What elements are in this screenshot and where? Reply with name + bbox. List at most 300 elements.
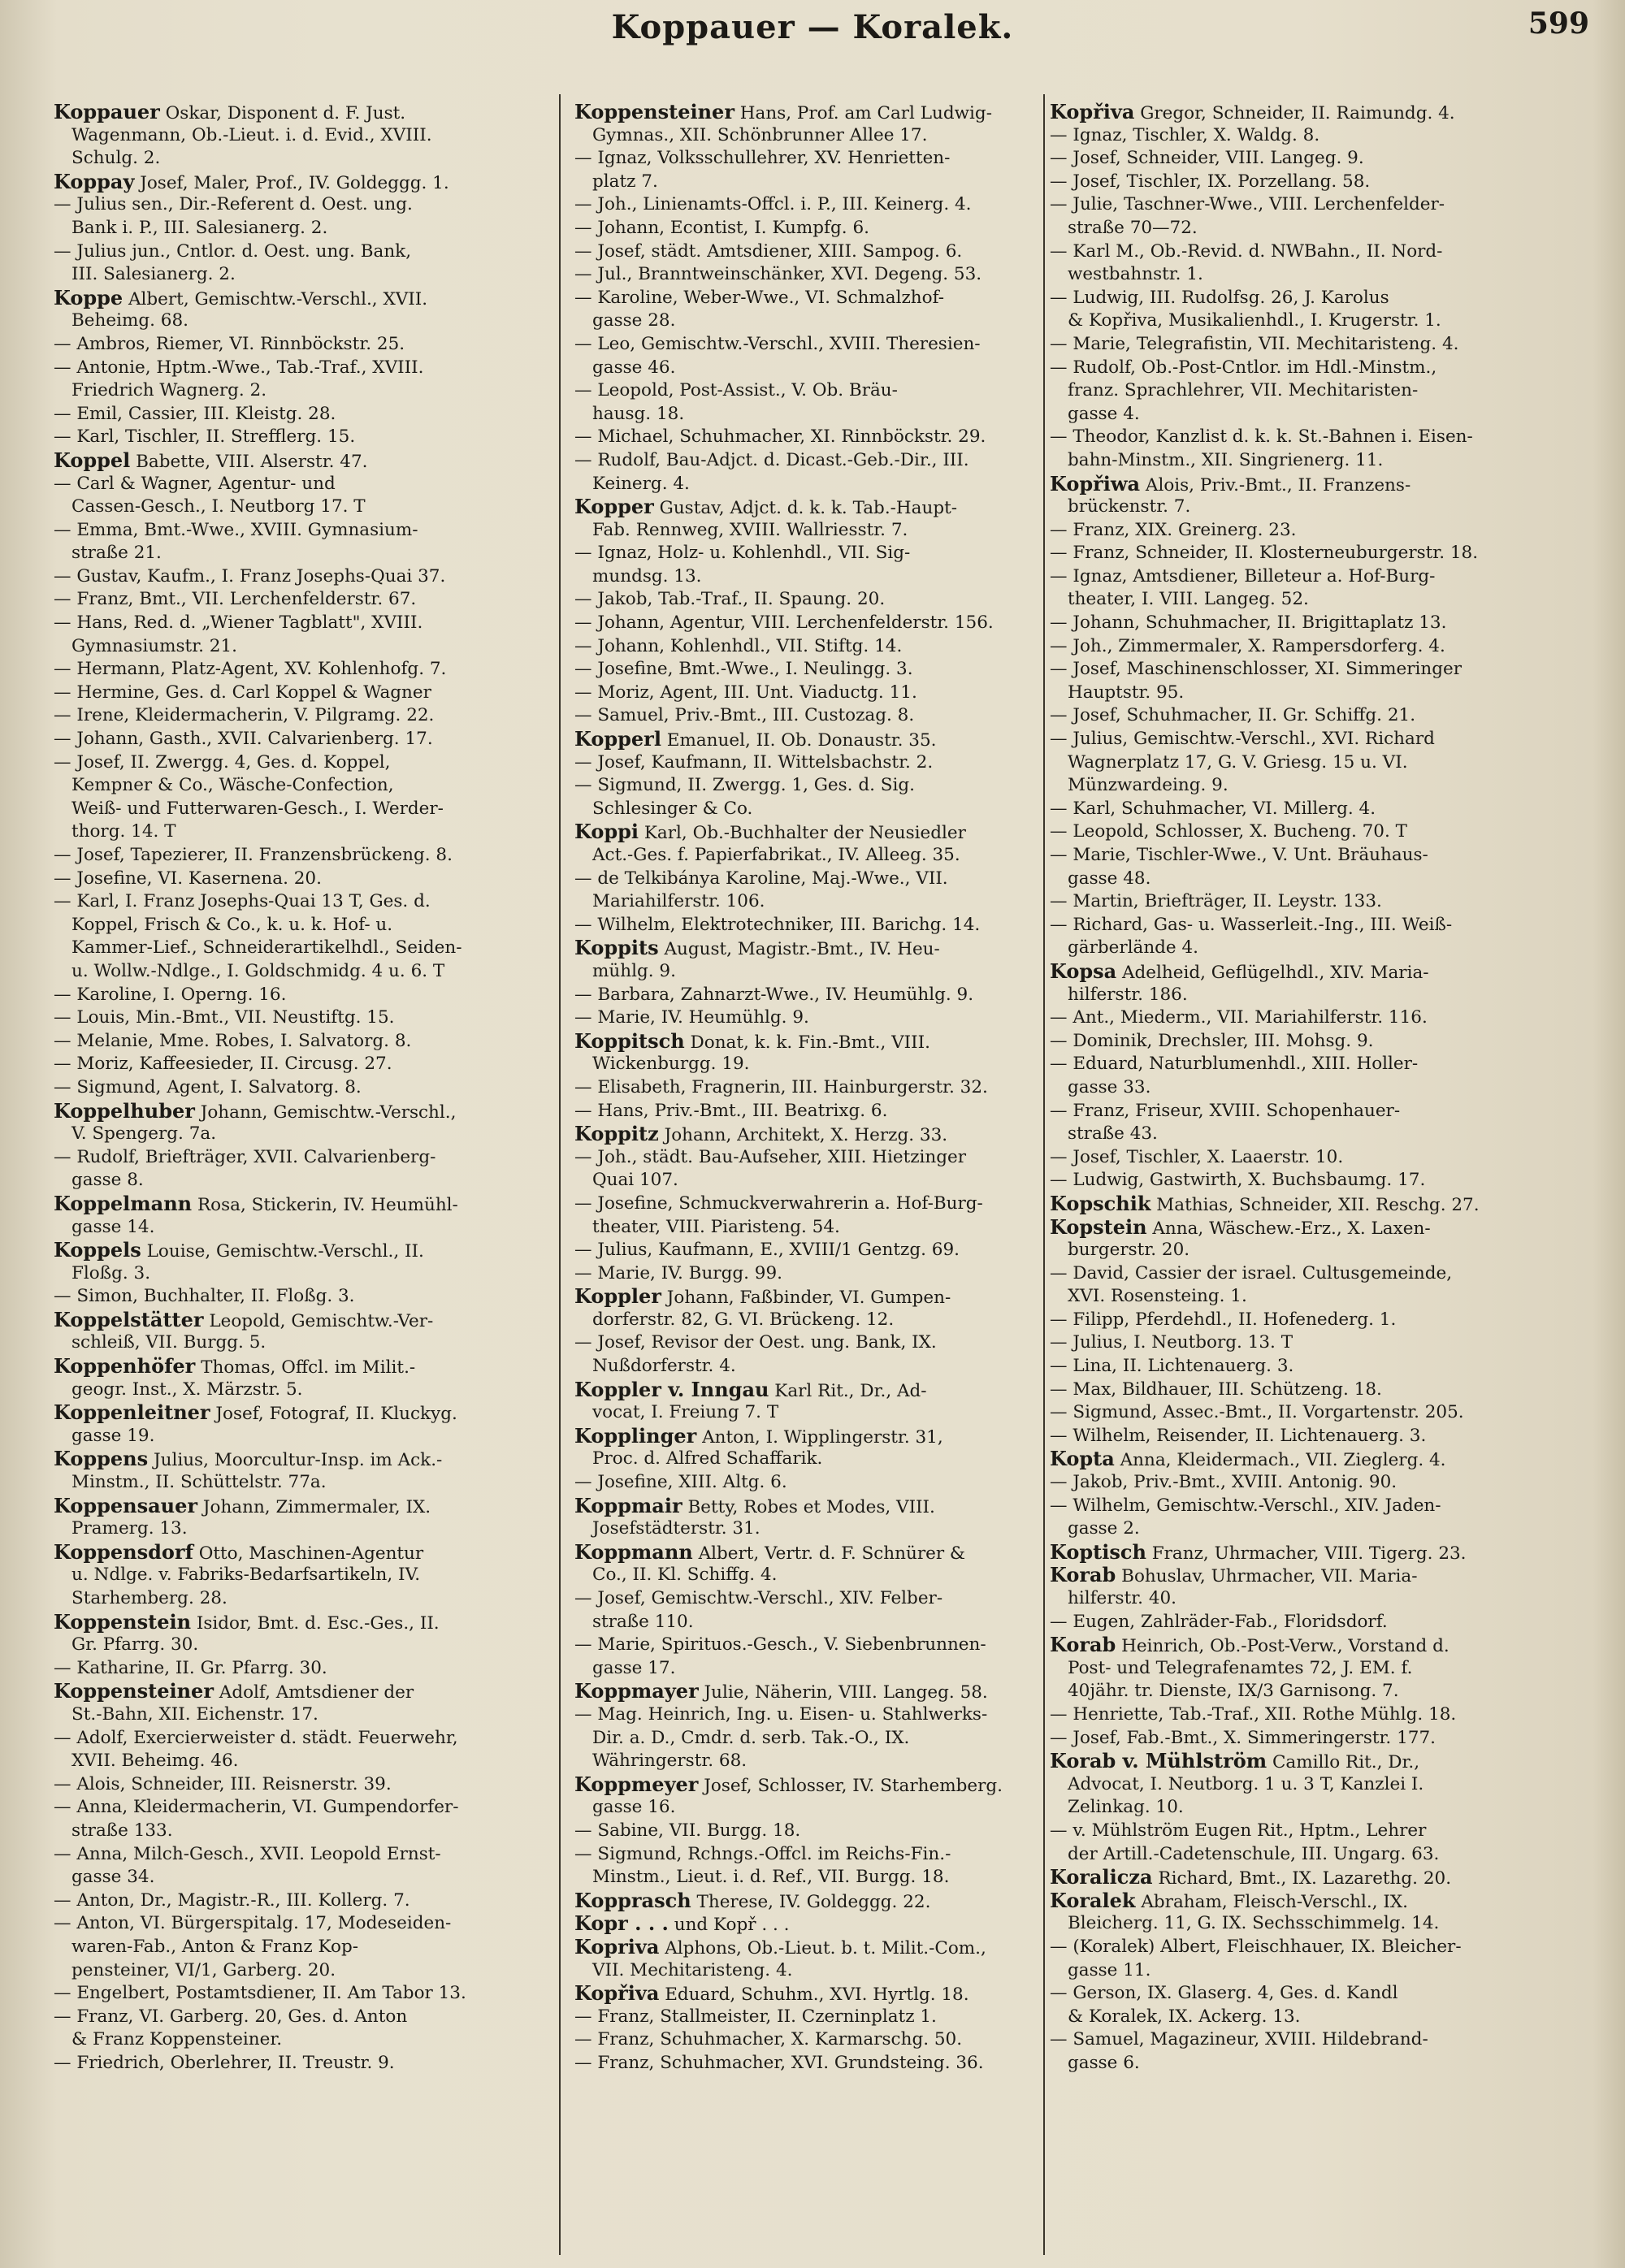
directory-line (54, 984, 544, 1007)
directory-line (1050, 1843, 1599, 1867)
entry-text: — Rudolf, Bau-Adjct. d. Dicast.-Geb.-Dir., III. (574, 449, 969, 470)
directory-line (1050, 193, 1599, 217)
entry-text: — Adolf, Exercierweister d. städt. Feuerwehr, (54, 1727, 458, 1748)
entry-text: hilferstr. 186. (1068, 984, 1188, 1005)
entry-text: — Carl & Wagner, Agentur- und (54, 473, 336, 494)
directory-line (574, 542, 1038, 565)
directory-line (54, 1123, 544, 1146)
directory-line (574, 1587, 1038, 1611)
entry-text: — Franz, Friseur, XVIII. Schopenhauer- (1050, 1100, 1401, 1121)
page-header (0, 0, 1625, 57)
directory-line (1050, 1331, 1599, 1355)
directory-line (54, 751, 544, 775)
surname-heading: Koralek (1050, 1888, 1136, 1912)
directory-line (1050, 1425, 1599, 1448)
entry-text: — Emil, Cassier, III. Kleistg. 28. (54, 403, 336, 424)
entry-text: Gymnas., XII. Schönbrunner Allee 17. (592, 124, 928, 145)
entry-text: — Eugen, Zahlräder-Fab., Floridsdorf. (1050, 1611, 1388, 1632)
directory-line (54, 1076, 544, 1100)
directory-line (574, 287, 1038, 310)
entry-text: — Michael, Schuhmacher, XI. Rinnböckstr. 29. (574, 426, 986, 448)
directory-line (54, 914, 544, 937)
directory-line (574, 263, 1038, 287)
directory-line (1050, 1192, 1599, 1216)
surname-heading: Koppauer (54, 101, 160, 123)
directory-line (1050, 1379, 1599, 1402)
entry-text: gasse 11. (1068, 1959, 1151, 1980)
entry-text: Friedrich Wagnerg. 2. (72, 380, 267, 401)
directory-line (54, 1401, 544, 1425)
entry-text: Starhemberg. 28. (72, 1588, 228, 1608)
entry-text: — Joh., Linienamts-Offcl. i. P., III. Keinerg. 4. (574, 194, 972, 215)
entry-text: — Mag. Heinrich, Ing. u. Eisen- u. Stahlwerks- (574, 1703, 988, 1725)
directory-line (54, 774, 544, 798)
entry-text: bahn-Minstm., XII. Singrienerg. 11. (1068, 449, 1384, 470)
entry-text: — Franz, VI. Garberg. 20, Ges. d. Anton (54, 2006, 408, 2027)
directory-line (574, 612, 1038, 635)
directory-line (1050, 496, 1599, 519)
entry-text: Nußdorferstr. 4. (592, 1356, 736, 1377)
entry-text: Josefstädterstr. 31. (592, 1518, 760, 1539)
directory-line (1050, 1309, 1599, 1332)
surname-heading: Koppelmann (54, 1191, 193, 1215)
entry-text: — Sigmund, II. Zwergg. 1, Ges. d. Sig. (574, 775, 915, 796)
entry-text: straße 70—72. (1068, 217, 1198, 238)
directory-line (1050, 1727, 1599, 1751)
directory-line (54, 1703, 544, 1727)
directory-line (1050, 1959, 1599, 1983)
directory-line (54, 1146, 544, 1170)
entry-text: — Josef, Schuhmacher, II. Gr. Schiffg. 21. (1050, 705, 1416, 726)
entry-text: Alphons, Ob.-Lieut. b. t. Milit.-Com., (659, 1937, 986, 1959)
entry-text: — Johann, Kohlenhdl., VII. Stiftg. 14. (574, 635, 903, 656)
surname-heading: Koppits (574, 936, 659, 960)
directory-line (574, 1912, 1038, 1936)
entry-text: gasse 46. (592, 357, 676, 378)
entry-text: — Josef, Tischler, IX. Porzellang. 58. (1050, 171, 1371, 192)
surname-heading: Koppens (54, 1447, 149, 1471)
entry-text: hilferstr. 40. (1068, 1588, 1177, 1608)
surname-heading: Koppay (54, 169, 135, 193)
entry-text: — Joh., Zimmermaler, X. Rampersdorferg. 4. (1050, 635, 1445, 656)
directory-line (1050, 1611, 1599, 1634)
directory-line (1050, 2052, 1599, 2075)
directory-line (54, 1331, 544, 1355)
directory-line (1050, 1262, 1599, 1286)
directory-line (54, 1912, 544, 1936)
directory-line (574, 588, 1038, 612)
directory-line (1050, 379, 1599, 403)
directory-line (54, 240, 544, 264)
surname-heading: Koppelstätter (54, 1307, 204, 1331)
directory-line (574, 635, 1038, 659)
entry-text: waren-Fab., Anton & Franz Kop- (72, 1936, 358, 1957)
entry-text: — Johann, Schuhmacher, II. Brigittaplatz 13. (1050, 612, 1447, 634)
entry-text: — Karl, Schuhmacher, VI. Millerg. 4. (1050, 798, 1376, 819)
surname-heading: Koralicza (1050, 1865, 1153, 1889)
directory-line (574, 1657, 1038, 1681)
entry-text: Eduard, Schuhm., XVI. Hyrtlg. 18. (659, 1984, 969, 2006)
directory-line (574, 798, 1038, 821)
directory-line (574, 1471, 1038, 1495)
directory-line (574, 1123, 1038, 1146)
directory-line (1050, 1773, 1599, 1797)
entry-text: pensteiner, VI/1, Garberg. 20. (72, 1959, 336, 1980)
entry-text: — Anna, Kleidermacherin, VI. Gumpendorfer- (54, 1797, 459, 1818)
surname-heading: Korab (1050, 1563, 1116, 1587)
surname-heading: Koppensauer (54, 1493, 198, 1517)
directory-line (574, 519, 1038, 543)
directory-line (1050, 1889, 1599, 1913)
entry-text: — Louis, Min.-Bmt., VII. Neustiftg. 15. (54, 1007, 395, 1028)
directory-line (54, 333, 544, 357)
directory-line (574, 379, 1038, 403)
directory-line (54, 449, 544, 473)
directory-line (54, 147, 544, 171)
directory-line (54, 1959, 544, 1983)
directory-line (574, 217, 1038, 240)
entry-text: und Kopř . . . (668, 1915, 790, 1936)
directory-line (574, 2052, 1038, 2075)
directory-line (1050, 1495, 1599, 1518)
entry-text: franz. Sprachlehrer, VII. Mechitaristen- (1068, 380, 1419, 401)
directory-line (54, 1866, 544, 1889)
directory-line (54, 1936, 544, 1959)
directory-line (1050, 1169, 1599, 1192)
directory-line (54, 588, 544, 612)
entry-text: Keinerg. 4. (592, 473, 690, 494)
directory-line (54, 2052, 544, 2075)
directory-line (574, 844, 1038, 868)
entry-text: geogr. Inst., X. Märzstr. 5. (72, 1379, 303, 1400)
entry-text: — Jakob, Priv.-Bmt., XVIII. Antonig. 90. (1050, 1472, 1398, 1493)
directory-line (1050, 1750, 1599, 1773)
entry-text: theater, VIII. Piaristeng. 54. (592, 1216, 840, 1237)
surname-heading: Kopřiva (574, 1981, 660, 2006)
directory-line (1050, 1100, 1599, 1123)
surname-heading: Koppensdorf (54, 1539, 193, 1564)
entry-text: — Max, Bildhauer, III. Schützeng. 18. (1050, 1379, 1382, 1400)
entry-text: 40jähr. tr. Dienste, IX/3 Garnisong. 7. (1068, 1681, 1399, 1702)
directory-line (54, 1100, 544, 1123)
entry-text: — Sigmund, Assec.-Bmt., II. Vorgartenstr. 205. (1050, 1402, 1464, 1423)
entry-text: — Theodor, Kanzlist d. k. k. St.-Bahnen i. Eisen- (1050, 426, 1473, 448)
directory-line (54, 496, 544, 519)
directory-line (574, 1355, 1038, 1379)
directory-line (1050, 728, 1599, 751)
directory-line (54, 1425, 544, 1448)
directory-line (1050, 357, 1599, 380)
entry-text: Therese, IV. Goldeggg. 22. (691, 1891, 931, 1912)
surname-heading: Koppelhuber (54, 1098, 195, 1123)
surname-heading: Kopper (574, 495, 654, 519)
entry-text: — Ignaz, Holz- u. Kohlenhdl., VII. Sig- (574, 543, 911, 564)
directory-line (54, 171, 544, 194)
directory-line (1050, 1239, 1599, 1262)
directory-line (54, 1216, 544, 1240)
directory-line (1050, 1820, 1599, 1843)
directory-line (1050, 1866, 1599, 1889)
directory-line (1050, 1912, 1599, 1936)
directory-line (574, 1959, 1038, 1983)
entry-text: — v. Mühlström Eugen Rit., Hptm., Lehrer (1050, 1820, 1427, 1841)
entry-text: gasse 16. (592, 1797, 676, 1818)
entry-text: & Koralek, IX. Ackerg. 13. (1068, 2006, 1301, 2027)
entry-text: gasse 2. (1068, 1518, 1140, 1539)
entry-text: — Josef, Tapezierer, II. Franzensbrückeng. 8. (54, 845, 453, 865)
entry-text: Johann, Architekt, X. Herzg. 33. (658, 1125, 948, 1146)
directory-line (1050, 1448, 1599, 1471)
entry-text: Richard, Bmt., IX. Lazarethg. 20. (1152, 1868, 1452, 1889)
entry-text: — Irene, Kleidermacherin, V. Pilgramg. 22. (54, 705, 435, 726)
entry-text: — Karoline, Weber-Wwe., VI. Schmalzhof- (574, 287, 945, 308)
directory-line (574, 1309, 1038, 1332)
entry-text: — Gustav, Kaufm., I. Franz Josephs-Quai 37. (54, 565, 446, 586)
directory-line (574, 1006, 1038, 1030)
entry-text: Anton, I. Wipplingerstr. 31, (696, 1426, 943, 1448)
entry-text: Alois, Priv.-Bmt., II. Franzens- (1140, 474, 1411, 496)
directory-line (54, 263, 544, 287)
entry-text: Rosa, Stickerin, IV. Heumühl- (192, 1194, 458, 1215)
surname-heading: Kopprasch (574, 1888, 691, 1912)
entry-text: Gymnasiumstr. 21. (72, 635, 237, 656)
directory-line (574, 1169, 1038, 1192)
directory-line (1050, 914, 1599, 937)
entry-text: Hauptstr. 95. (1068, 682, 1185, 703)
entry-text: — Emma, Bmt.-Wwe., XVIII. Gymnasium- (54, 519, 418, 540)
entry-text: — Karl, I. Franz Josephs-Quai 13 T, Ges. d. (54, 891, 431, 912)
directory-line (1050, 1703, 1599, 1727)
directory-line (1050, 309, 1599, 333)
directory-line (1050, 1657, 1599, 1681)
surname-heading: Kopr . . . (574, 1911, 669, 1936)
directory-line (54, 124, 544, 148)
directory-line (574, 1796, 1038, 1820)
directory-line (1050, 960, 1599, 984)
directory-line (1050, 774, 1599, 798)
entry-text: Karl Rit., Dr., Ad- (769, 1380, 927, 1401)
entry-text: V. Spengerg. 7a. (72, 1123, 217, 1145)
directory-line (1050, 1680, 1599, 1703)
entry-text: Gustav, Adjct. d. k. k. Tab.-Haupt- (653, 498, 958, 519)
entry-text: — Anton, VI. Bürgerspitalg. 17, Modeseiden- (54, 1913, 452, 1934)
entry-text: — Ludwig, III. Rudolfsg. 26, J. Karolus (1050, 287, 1389, 308)
entry-text: Advocat, I. Neutborg. 1 u. 3 T, Kanzlei I. (1068, 1773, 1424, 1794)
entry-text: Währingerstr. 68. (592, 1751, 748, 1772)
directory-line (574, 1541, 1038, 1565)
entry-text: Julius, Moorcultur-Insp. im Ack.- (148, 1450, 443, 1471)
entry-text: hausg. 18. (592, 403, 685, 424)
entry-text: — David, Cassier der israel. Cultusgemeinde, (1050, 1262, 1453, 1283)
entry-text: Albert, Vertr. d. F. Schnürer & (692, 1543, 966, 1564)
directory-line (574, 1936, 1038, 1959)
entry-text: Josef, Maler, Prof., IV. Goldeggg. 1. (134, 172, 449, 193)
entry-text: — Simon, Buchhalter, II. Floßg. 3. (54, 1286, 355, 1307)
directory-line (1050, 542, 1599, 565)
entry-text: — Franz, XIX. Greinerg. 23. (1050, 519, 1297, 540)
surname-heading: Kopta (1050, 1447, 1115, 1471)
directory-line (574, 984, 1038, 1007)
entry-text: Schlesinger & Co. (592, 798, 753, 819)
directory-line (1050, 124, 1599, 148)
entry-text: Hans, Prof. am Carl Ludwig- (734, 103, 992, 123)
entry-text: — (Koralek) Albert, Fleischhauer, IX. Bleicher- (1050, 1936, 1462, 1957)
directory-line (1050, 473, 1599, 496)
entry-text: — Josefine, Schmuckverwahrerin a. Hof-Burg- (574, 1192, 983, 1214)
directory-line (1050, 333, 1599, 357)
directory-line (54, 1727, 544, 1751)
directory-line (1050, 1216, 1599, 1240)
directory-line (574, 1564, 1038, 1587)
entry-text: Donat, k. k. Fin.-Bmt., VIII. (684, 1032, 930, 1053)
entry-text: — Marie, Telegrafistin, VII. Mechitaristeng. 4. (1050, 333, 1459, 354)
column-rule (559, 94, 561, 2255)
directory-line (1050, 565, 1599, 589)
entry-text: — Sigmund, Rchngs.-Offcl. im Reichs-Fin.- (574, 1843, 951, 1864)
entry-text: straße 43. (1068, 1123, 1158, 1145)
directory-line (54, 1448, 544, 1471)
entry-text: Cassen-Gesch., I. Neutborg 17. T (72, 496, 366, 517)
directory-line (574, 774, 1038, 798)
directory-line (1050, 868, 1599, 891)
entry-text: schleiß, VII. Burgg. 5. (72, 1332, 266, 1353)
entry-text: platz 7. (592, 171, 658, 192)
directory-line (1050, 984, 1599, 1007)
directory-line (54, 101, 544, 124)
entry-text: Heinrich, Ob.-Post-Verw., Vorstand d. (1116, 1636, 1450, 1657)
entry-text: — Wilhelm, Elektrotechniker, III. Barichg. 14. (574, 914, 981, 935)
entry-text: — Richard, Gas- u. Wasserleit.-Ing., III. Weiß- (1050, 914, 1453, 935)
entry-text: mundsg. 13. (592, 565, 702, 586)
entry-text: — Julie, Taschner-Wwe., VIII. Lerchenfelder- (1050, 194, 1445, 215)
entry-text: thorg. 14. T (72, 821, 176, 842)
directory-line (1050, 1564, 1599, 1587)
entry-text: — Hans, Priv.-Bmt., III. Beatrixg. 6. (574, 1100, 888, 1121)
directory-line (1050, 1634, 1599, 1657)
entry-text: straße 133. (72, 1820, 173, 1841)
directory-line (54, 1239, 544, 1262)
surname-heading: Koppensteiner (54, 1679, 214, 1703)
entry-text: gasse 33. (1068, 1076, 1151, 1097)
entry-text: — Moriz, Agent, III. Unt. Viaductg. 11. (574, 682, 917, 703)
directory-line (54, 2006, 544, 2029)
entry-text: Bohuslav, Uhrmacher, VII. Maria- (1116, 1566, 1418, 1587)
directory-line (54, 635, 544, 659)
entry-text: Münzwardeing. 9. (1068, 775, 1228, 796)
directory-line (1050, 820, 1599, 844)
surname-heading: Kopstein (1050, 1214, 1147, 1239)
directory-line (574, 1030, 1038, 1054)
entry-text: gasse 4. (1068, 403, 1140, 424)
directory-line (1050, 1517, 1599, 1541)
directory-line (1050, 1936, 1599, 1959)
entry-text: — Josef, Kaufmann, II. Wittelsbachstr. 2. (574, 751, 934, 773)
surname-heading: Koppler v. Inngau (574, 1377, 769, 1401)
entry-text: — Samuel, Priv.-Bmt., III. Custozag. 8. (574, 705, 915, 726)
entry-text: Bank i. P., III. Salesianerg. 2. (72, 217, 328, 238)
entry-text: — Sabine, VII. Burgg. 18. (574, 1820, 801, 1841)
entry-text: — Eduard, Naturblumenhdl., XIII. Holler- (1050, 1054, 1419, 1075)
directory-line (574, 1495, 1038, 1518)
directory-line (54, 287, 544, 310)
entry-text: Josef, Schlosser, IV. Starhemberg. (698, 1775, 1003, 1796)
column-1 (54, 101, 544, 2075)
entry-text: Fab. Rennweg, XVIII. Wallriesstr. 7. (592, 519, 908, 540)
directory-line (1050, 147, 1599, 171)
entry-text: — Marie, Tischler-Wwe., V. Unt. Bräuhaus- (1050, 845, 1428, 865)
directory-line (574, 473, 1038, 496)
directory-line (54, 868, 544, 891)
directory-line (1050, 751, 1599, 775)
entry-text: Weiß- und Futterwaren-Gesch., I. Werder- (72, 798, 444, 819)
directory-line (1050, 588, 1599, 612)
entry-text: mühlg. 9. (592, 960, 676, 981)
entry-text: Post- und Telegrafenamtes 72, J. EM. f. (1068, 1657, 1413, 1678)
entry-text: Julie, Näherin, VIII. Langeg. 58. (698, 1682, 988, 1703)
entry-text: — Julius jun., Cntlor. d. Oest. ung. Bank, (54, 240, 412, 262)
directory-line (54, 820, 544, 844)
entry-text: — Karoline, I. Operng. 16. (54, 984, 287, 1005)
entry-text: — Sigmund, Agent, I. Salvatorg. 8. (54, 1076, 362, 1097)
entry-text: — Franz, Bmt., VII. Lerchenfelderstr. 67. (54, 589, 417, 610)
entry-text: Isidor, Bmt. d. Esc.-Ges., II. (191, 1612, 440, 1634)
entry-text: — Dominik, Drechsler, III. Mohsg. 9. (1050, 1030, 1374, 1051)
entry-text: gasse 28. (592, 310, 676, 331)
entry-text: III. Salesianerg. 2. (72, 264, 236, 285)
directory-line (54, 1379, 544, 1402)
directory-line (1050, 519, 1599, 543)
entry-text: Johann, Faßbinder, VI. Gumpen- (661, 1288, 951, 1309)
entry-text: vocat, I. Freiung 7. T (592, 1402, 779, 1423)
surname-heading: Koppi (574, 820, 639, 844)
directory-line (1050, 798, 1599, 821)
surname-heading: Koppitsch (574, 1028, 685, 1053)
directory-line (574, 820, 1038, 844)
entry-text: & Kopřiva, Musikalienhdl., I. Krugerstr. 1. (1068, 310, 1441, 331)
surname-heading: Koppmann (574, 1539, 693, 1564)
entry-text: Franz, Uhrmacher, VIII. Tigerg. 23. (1146, 1543, 1467, 1564)
directory-line (54, 426, 544, 449)
entry-text: Gr. Pfarrg. 30. (72, 1634, 199, 1656)
entry-text: Co., II. Kl. Schiffg. 4. (592, 1565, 778, 1586)
directory-line (54, 612, 544, 635)
directory-line (54, 1285, 544, 1309)
directory-line (574, 496, 1038, 519)
directory-line (1050, 937, 1599, 960)
entry-text: — Josef, Revisor der Oest. ung. Bank, IX. (574, 1332, 937, 1353)
entry-text: — Ambros, Riemer, VI. Rinnböckstr. 25. (54, 333, 405, 354)
surname-heading: Koppmair (574, 1493, 682, 1517)
entry-text: — Gerson, IX. Glaserg. 4, Ges. d. Kandl (1050, 1983, 1398, 2004)
entry-text: straße 110. (592, 1611, 694, 1632)
directory-line (1050, 1123, 1599, 1146)
directory-line (574, 1750, 1038, 1773)
entry-text: gasse 17. (592, 1657, 676, 1678)
directory-line (574, 890, 1038, 914)
directory-line (574, 1239, 1038, 1262)
surname-heading: Kopsa (1050, 959, 1117, 983)
directory-line (1050, 1006, 1599, 1030)
directory-line (54, 1309, 544, 1332)
entry-text: Louise, Gemischtw.-Verschl., II. (141, 1241, 424, 1262)
directory-line (1050, 704, 1599, 728)
entry-text: August, Magistr.-Bmt., IV. Heu- (658, 939, 940, 960)
directory-line (574, 1843, 1038, 1867)
entry-text: gasse 6. (1068, 2052, 1140, 2073)
directory-line (574, 751, 1038, 775)
directory-line (574, 1262, 1038, 1286)
entry-text: — Josef, Fab.-Bmt., X. Simmeringerstr. 177. (1050, 1727, 1436, 1748)
